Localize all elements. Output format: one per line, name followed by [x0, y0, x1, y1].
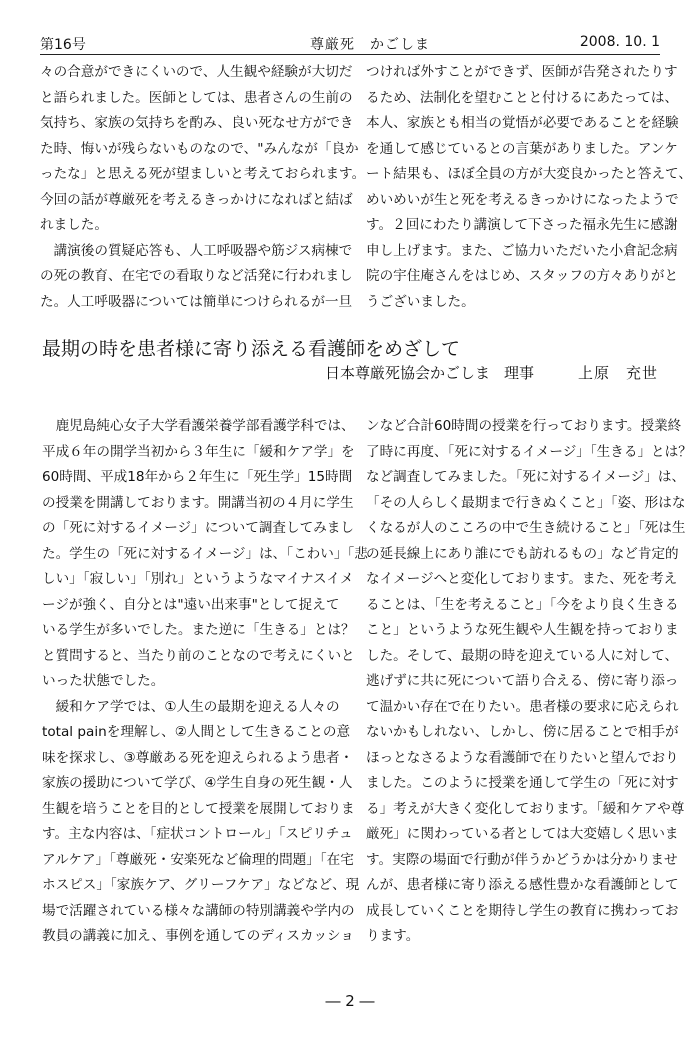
- text-line: ート結果も、ほぼ全員の方が大変良かったと答えて、: [366, 166, 692, 182]
- text-line: た時、悔いが残らないものなので、"みんなが「良か: [40, 140, 359, 157]
- text-line: 了時に再度、「死に対するイメージ」「生きる」とは？: [366, 443, 692, 460]
- text-line: ホスピス」「家族ケア、グリーフケア」などなど、現: [42, 877, 360, 893]
- byline-role: 理事: [503, 364, 534, 382]
- text-line: つければ外すことができず、医師が告発されたりす: [366, 64, 678, 80]
- text-line: 60時間、平成18年から２年生に「死生学」15時間: [42, 469, 353, 485]
- text-line: 今回の話が尊厳死を考えるきっかけになればと結ば: [40, 191, 353, 208]
- text-line: アルケア」「尊厳死・安楽死など倫理的問題」「在宅: [42, 851, 354, 868]
- text-line: うございました。: [366, 293, 475, 310]
- text-line: 緩和ケア学では、①人生の最期を迎える人々の: [42, 698, 340, 715]
- text-line: ほっとなさるような看護師で在りたいと望んでおり: [366, 749, 679, 766]
- text-line: ンなど合計60時間の授業を行っております。授業終: [366, 418, 682, 434]
- text-line: んが、患者様に寄り添える感性豊かな看護師として: [366, 877, 679, 893]
- page-header: [40, 32, 660, 55]
- text-line: す。主な内容は、「症状コントロール」「スピリチュ: [42, 826, 353, 842]
- text-line: 逃げずに共に死について語り合える、傍に寄り添っ: [366, 673, 679, 689]
- text-line: 鹿児島純心女子大学看護栄養学部看護学科では、: [42, 418, 355, 434]
- text-line: た。人工呼吸器については簡単につけられるが一旦: [40, 293, 353, 310]
- text-line: ったな」と思える死が望ましいと考えておられます。: [40, 166, 366, 182]
- article-title: 最期の時を患者様に寄り添える看護師をめざして: [42, 338, 461, 360]
- article-byline: [325, 362, 658, 383]
- text-line: 教員の講義に加え、事例を通してのディスカッショ: [42, 928, 354, 944]
- byline-author: 上原 充世: [577, 364, 658, 382]
- text-line: など調査してみました。「死に対するイメージ」は、: [366, 469, 686, 485]
- article-right-column: [366, 414, 692, 950]
- text-line: いった状態でした。: [42, 673, 165, 689]
- article-left-column: [42, 414, 368, 950]
- text-line: て温かい存在で在りたい。患者様の要求に応えられ: [366, 698, 679, 715]
- text-line: ました。このように授業を通して学生の「死に対す: [366, 775, 679, 791]
- text-line: す。実際の場面で行動が伴うかどうかは分かりませ: [366, 851, 678, 868]
- text-line: る」考えが大きく変化しております。「緩和ケアや尊: [366, 800, 685, 817]
- text-line: 本人、家族とも相当の覚悟が必要であることを経験: [366, 115, 679, 131]
- text-line: 々の合意ができにくいので、人生観や経験が大切だ: [40, 64, 353, 80]
- text-line: の授業を開講しております。開講当初の４月に学生: [42, 494, 354, 511]
- text-line: と語られました。医師としては、患者さんの生前の: [40, 89, 353, 106]
- byline-organization: 日本尊厳死協会かごしま: [324, 364, 490, 382]
- text-line: こと」というような死生観や人生観を持っておりま: [366, 622, 679, 638]
- text-line: るため、法制化を望むことと付けるにあたっては、: [366, 89, 679, 106]
- text-line: と質問すると、当たり前のことなので考えにくいと: [42, 647, 355, 664]
- text-line: ないかもしれない、しかし、傍に居ることで相手が: [366, 724, 679, 740]
- issue-number: 第16号: [40, 37, 86, 53]
- text-line: した。そして、最期の時を迎えている人に対して、: [366, 647, 679, 664]
- text-line: ージが強く、自分とは"遠い出来事"として捉えて: [42, 596, 340, 613]
- newsletter-title: 尊厳死 かごしま: [310, 37, 430, 53]
- text-line: いる学生が多いでした。また逆に「生きる」とは？: [42, 622, 355, 638]
- text-line: 場で活躍されている様々な講師の特別講義や学内の: [42, 902, 355, 919]
- prev-article-left-column: [40, 60, 365, 315]
- text-line: 「その人らしく最期まで行きぬくこと」「姿、形はな: [366, 494, 686, 511]
- text-line: の死の教育、在宅での看取りなど活発に行われまし: [40, 268, 353, 284]
- text-line: 院の宇住庵さんをはじめ、スタッフの方々ありがと: [366, 268, 679, 284]
- text-line: 厳死」に関わっている者としては大変嬉しく思いま: [366, 826, 679, 842]
- text-line: 気持ち、家族の気持ちを酌み、良い死なせ方ができ: [40, 115, 354, 131]
- text-line: を通して感じているとの言葉がありました。アンケ: [366, 140, 678, 157]
- text-line: しい」「寂しい」「別れ」というようなマイナスイメ: [42, 571, 354, 587]
- page-number: ― 2 ―: [325, 992, 375, 1010]
- text-line: total painを理解し、②人間として生きることの意: [42, 724, 351, 740]
- text-line: の延長線上にあり誰にでも訪れるもの」など肯定的: [366, 545, 679, 562]
- text-line: 平成６年の開学当初から３年生に「緩和ケア学」を: [42, 443, 355, 460]
- text-line: ることは、「生を考えること」「今をより良く生きる: [366, 596, 679, 613]
- text-line: 成長していくことを期待し学生の教育に携わってお: [366, 902, 679, 919]
- text-line: 家族の援助について学び、④学生自身の死生観・人: [42, 775, 353, 791]
- prev-article-right-column: [366, 60, 692, 315]
- text-line: 生観を培うことを目的として授業を展開しておりま: [42, 800, 355, 817]
- text-line: れました。: [40, 217, 108, 233]
- text-line: 講演後の質疑応答も、人工呼吸器や筋ジス病棟で: [40, 242, 353, 259]
- text-line: す。２回にわたり講演して下さった福永先生に感謝: [366, 217, 678, 233]
- text-line: の「死に対するイメージ」について調査してみまし: [42, 520, 354, 536]
- text-line: めいめいが生と死を考えるきっかけになったようで: [366, 191, 679, 208]
- text-line: ります。: [366, 928, 420, 944]
- text-line: くなるが人のこころの中で生き続けること」「死は生: [366, 520, 686, 536]
- issue-date: 2008. 10. 1: [579, 34, 660, 50]
- text-line: 申し上げます。また、ご協力いただいた小倉記念病: [366, 242, 678, 259]
- text-line: なイメージへと変化しております。また、死を考え: [366, 571, 678, 587]
- text-line: 味を探求し、③尊厳ある死を迎えられるよう患者・: [42, 749, 354, 766]
- text-line: た。学生の「死に対するイメージ」は、「こわい」「悲: [42, 545, 368, 562]
